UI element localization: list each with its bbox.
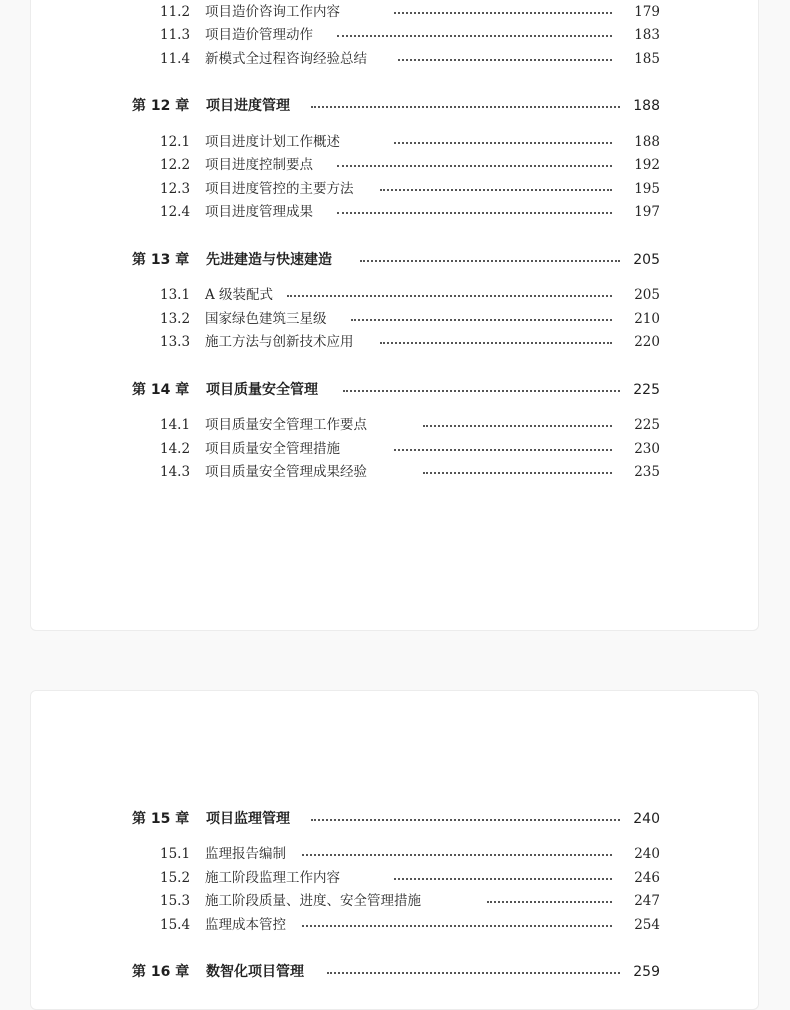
section-number: 15.3	[160, 893, 191, 909]
section-number: 11.2	[160, 4, 191, 20]
chapter-page: 259	[633, 964, 660, 980]
section-page: 195	[634, 181, 660, 197]
toc-chapter-12[interactable]	[31, 95, 760, 117]
section-page: 230	[634, 441, 660, 457]
section-number: 15.1	[160, 846, 191, 862]
chapter-number: 第 14 章	[132, 382, 190, 398]
section-title: 项目造价管理动作	[205, 27, 313, 43]
toc-entry-14-3[interactable]	[31, 461, 760, 483]
dot-leader	[337, 35, 612, 37]
chapter-title: 项目进度管理	[206, 98, 290, 114]
section-number: 11.3	[160, 27, 191, 43]
section-page: 188	[634, 134, 660, 150]
section-title: 施工阶段监理工作内容	[205, 870, 340, 886]
section-number: 12.1	[160, 134, 191, 150]
section-page: 240	[634, 846, 660, 862]
section-page: 185	[634, 51, 660, 67]
toc-entry-14-1[interactable]	[31, 414, 760, 436]
toc-entry-11-4[interactable]	[31, 48, 760, 70]
dot-leader	[487, 901, 612, 903]
toc-chapter-15[interactable]	[31, 808, 760, 830]
section-number: 14.1	[160, 417, 191, 433]
chapter-page: 225	[633, 382, 660, 398]
dot-leader	[302, 925, 612, 927]
chapter-title: 数智化项目管理	[206, 964, 304, 980]
section-title: 新模式全过程咨询经验总结	[205, 51, 367, 67]
toc-entry-15-3[interactable]	[31, 890, 760, 912]
section-title: 施工阶段质量、进度、安全管理措施	[205, 893, 421, 909]
section-number: 13.3	[160, 334, 191, 350]
section-title: 项目进度计划工作概述	[205, 134, 340, 150]
dot-leader	[287, 295, 612, 297]
section-title: 项目造价咨询工作内容	[205, 4, 340, 20]
section-page: 247	[634, 893, 660, 909]
dot-leader	[337, 212, 612, 214]
section-title: 项目质量安全管理工作要点	[205, 417, 367, 433]
toc-entry-11-2[interactable]	[31, 1, 760, 23]
section-title: 项目进度控制要点	[205, 157, 313, 173]
section-number: 12.3	[160, 181, 191, 197]
section-page: 220	[634, 334, 660, 350]
section-title: 项目质量安全管理措施	[205, 441, 340, 457]
dot-leader	[394, 449, 612, 451]
toc-entry-13-1[interactable]	[31, 284, 760, 306]
section-title: 监理成本管控	[205, 917, 286, 933]
section-number: 11.4	[160, 51, 191, 67]
section-number: 15.4	[160, 917, 191, 933]
dot-leader	[343, 390, 620, 392]
section-page: 225	[634, 417, 660, 433]
dot-leader	[337, 165, 612, 167]
chapter-number: 第 13 章	[132, 252, 190, 268]
section-title: 监理报告编制	[205, 846, 286, 862]
dot-leader	[423, 425, 612, 427]
dot-leader	[380, 189, 612, 191]
chapter-number: 第 16 章	[132, 964, 190, 980]
section-number: 15.2	[160, 870, 191, 886]
toc-entry-15-4[interactable]	[31, 914, 760, 936]
section-page: 183	[634, 27, 660, 43]
section-title: 项目质量安全管理成果经验	[205, 464, 367, 480]
section-page: 210	[634, 311, 660, 327]
toc-entry-12-4[interactable]	[31, 201, 760, 223]
chapter-number: 第 15 章	[132, 811, 190, 827]
dot-leader	[394, 12, 612, 14]
section-number: 12.2	[160, 157, 191, 173]
chapter-title: 项目监理管理	[206, 811, 290, 827]
dot-leader	[351, 319, 612, 321]
section-title: 国家绿色建筑三星级	[205, 311, 327, 327]
toc-entry-12-1[interactable]	[31, 131, 760, 153]
toc-chapter-14[interactable]	[31, 379, 760, 401]
toc-chapter-16[interactable]	[31, 961, 760, 983]
chapter-page: 240	[633, 811, 660, 827]
dot-leader	[380, 342, 612, 344]
chapter-title: 先进建造与快速建造	[206, 252, 332, 268]
toc-entry-12-3[interactable]	[31, 178, 760, 200]
toc-entry-14-2[interactable]	[31, 438, 760, 460]
section-page: 197	[634, 204, 660, 220]
toc-chapter-13[interactable]	[31, 249, 760, 271]
section-number: 13.1	[160, 287, 191, 303]
dot-leader	[302, 854, 612, 856]
chapter-page: 205	[633, 252, 660, 268]
dot-leader	[311, 819, 620, 821]
dot-leader	[327, 972, 620, 974]
toc-entry-15-1[interactable]	[31, 843, 760, 865]
section-number: 14.2	[160, 441, 191, 457]
toc-entry-15-2[interactable]	[31, 867, 760, 889]
section-page: 246	[634, 870, 660, 886]
section-page: 235	[634, 464, 660, 480]
dot-leader	[423, 472, 612, 474]
dot-leader	[394, 142, 612, 144]
chapter-page: 188	[633, 98, 660, 114]
toc-page-1	[30, 0, 759, 631]
toc-entry-12-2[interactable]	[31, 154, 760, 176]
toc-page-2	[30, 690, 759, 1010]
section-title: A 级装配式	[205, 287, 274, 303]
section-title: 项目进度管控的主要方法	[205, 181, 354, 197]
section-page: 179	[634, 4, 660, 20]
toc-entry-13-3[interactable]	[31, 331, 760, 353]
chapter-number: 第 12 章	[132, 98, 190, 114]
chapter-title: 项目质量安全管理	[206, 382, 318, 398]
section-title: 施工方法与创新技术应用	[205, 334, 354, 350]
dot-leader	[394, 878, 612, 880]
section-page: 254	[634, 917, 660, 933]
dot-leader	[311, 106, 620, 108]
dot-leader	[360, 260, 620, 262]
section-title: 项目进度管理成果	[205, 204, 313, 220]
section-number: 13.2	[160, 311, 191, 327]
dot-leader	[398, 59, 612, 61]
toc-entry-11-3[interactable]	[31, 24, 760, 46]
section-number: 14.3	[160, 464, 191, 480]
section-page: 205	[634, 287, 660, 303]
section-page: 192	[634, 157, 660, 173]
toc-entry-13-2[interactable]	[31, 308, 760, 330]
section-number: 12.4	[160, 204, 191, 220]
